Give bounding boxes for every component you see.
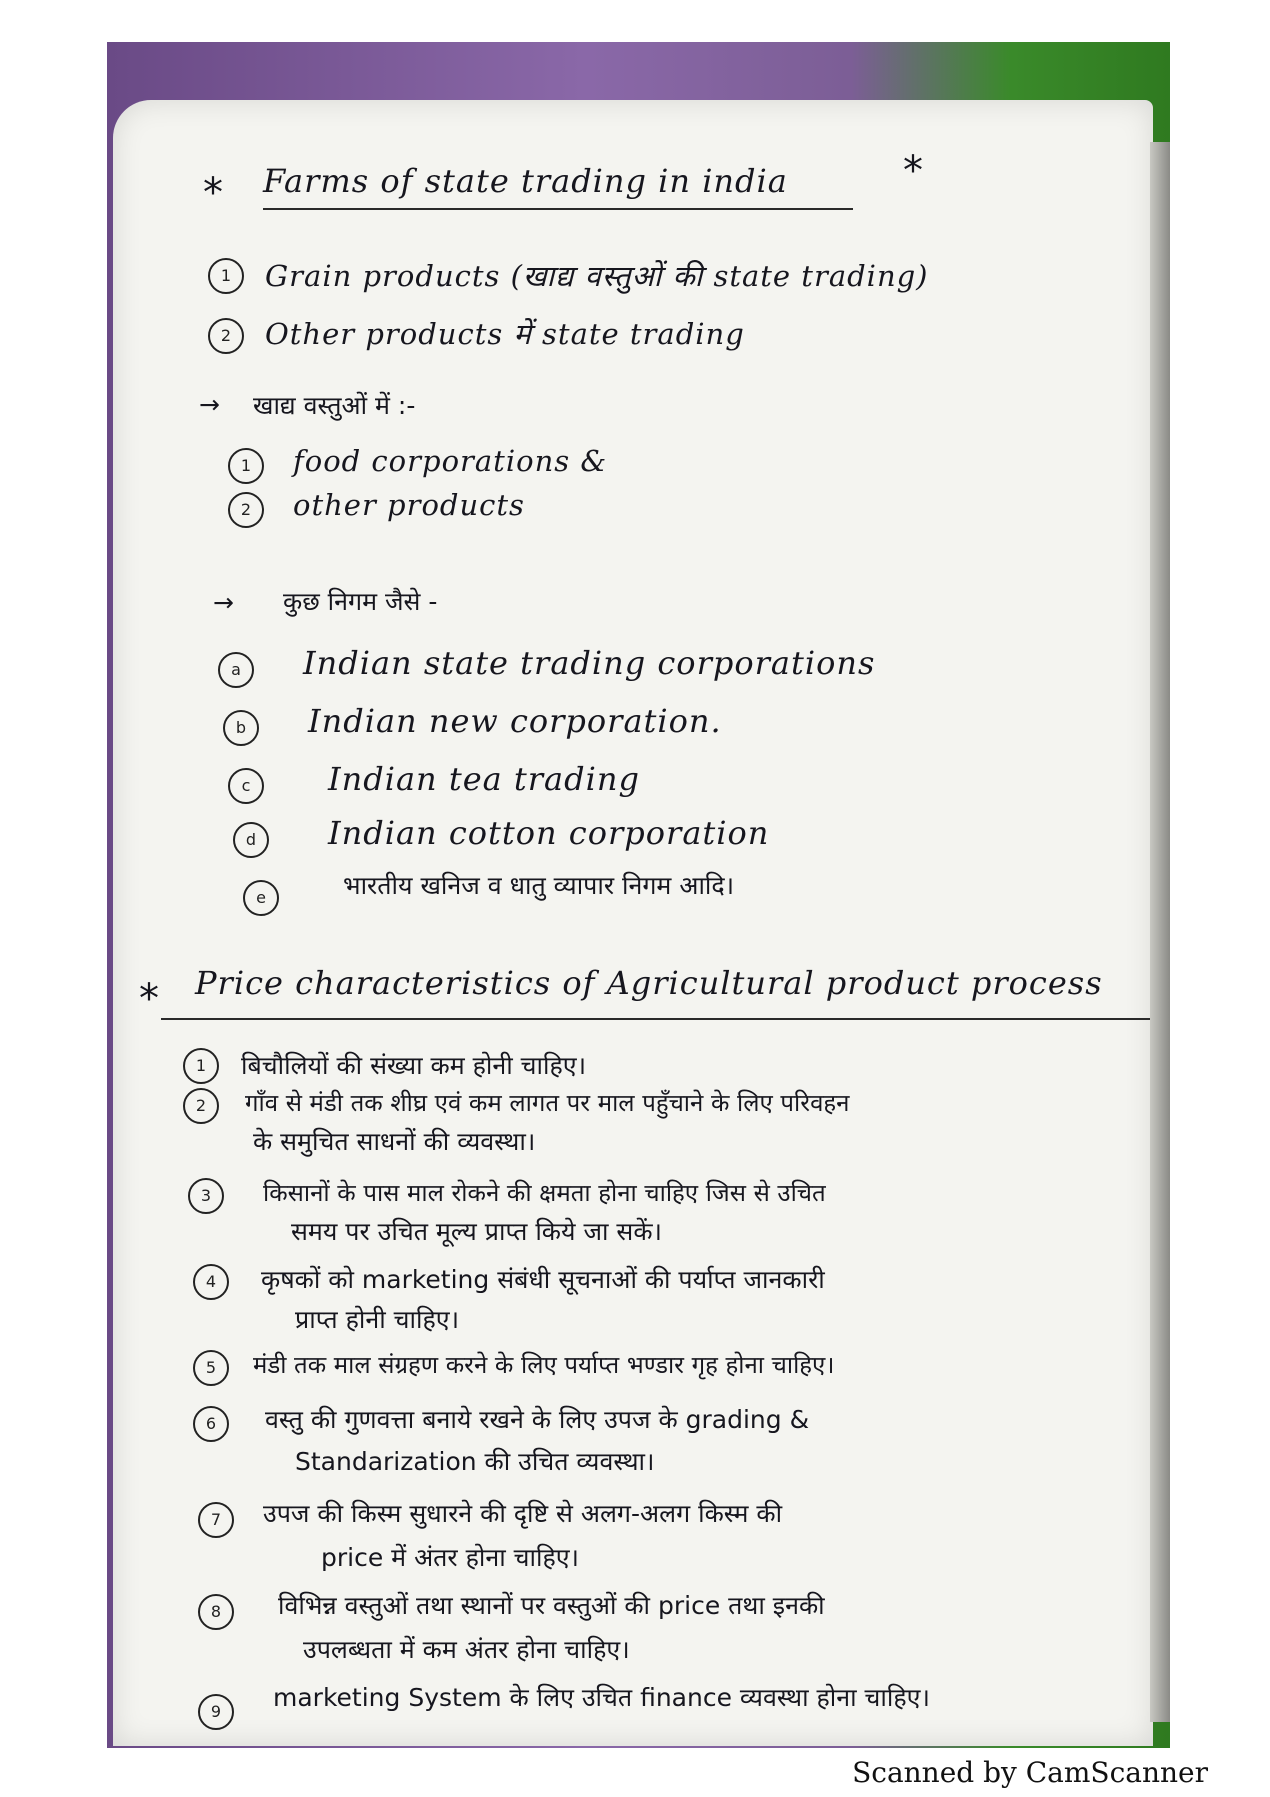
list2-line: मंडी तक माल संग्रहण करने के लिए पर्याप्त भण्डार गृह होना चाहिए।: [253, 1351, 835, 1379]
list2-line: marketing System के लिए उचित finance व्यवस्था होना चाहिए।: [273, 1683, 930, 1712]
list2-line: गाँव से मंडी तक शीघ्र एवं कम लागत पर माल पहुँचाने के लिए परिवहन: [245, 1089, 850, 1117]
notebook-spine: [1150, 142, 1170, 1722]
list2-marker: 3: [188, 1178, 224, 1214]
heading-1: Farms of state trading in india: [263, 162, 788, 200]
sub2-marker: b: [223, 710, 259, 746]
sub2-item: Indian new corporation.: [308, 702, 722, 740]
list2-line: प्राप्त होनी चाहिए।: [295, 1305, 460, 1334]
list2-line: price में अंतर होना चाहिए।: [321, 1543, 580, 1572]
heading-2-star: *: [139, 976, 159, 1022]
sub1-marker: 2: [228, 492, 264, 528]
list2-line: बिचौलियों की संख्या कम होनी चाहिए।: [241, 1051, 587, 1080]
sub2-marker: c: [228, 768, 264, 804]
list2-line: कृषकों को marketing संबंधी सूचनाओं की पर्याप्त जानकारी: [261, 1265, 825, 1294]
sub2-item: Indian cotton corporation: [328, 814, 770, 852]
sub1-title: खाद्य वस्तुओं में :-: [253, 391, 416, 420]
list2-line: किसानों के पास माल रोकने की क्षमता होना चाहिए जिस से उचित: [263, 1179, 826, 1207]
list2-marker: 9: [198, 1694, 234, 1730]
list2-marker: 6: [193, 1406, 229, 1442]
sub1-item: other products: [293, 488, 525, 522]
heading-2: Price characteristics of Agricultural product process: [195, 964, 1103, 1002]
list2-line: वस्तु की गुणवत्ता बनाये रखने के लिए उपज के grading &: [265, 1405, 810, 1434]
list1-marker: 1: [208, 258, 244, 294]
sub2-marker: e: [243, 880, 279, 916]
sub2-arrow: →: [213, 588, 234, 617]
heading-1-underline: [263, 208, 853, 210]
sub1-marker: 1: [228, 448, 264, 484]
list2-line: उपलब्धता में कम अंतर होना चाहिए।: [303, 1635, 630, 1664]
list2-marker: 7: [198, 1502, 234, 1538]
list2-line: Standarization की उचित व्यवस्था।: [295, 1447, 655, 1476]
sub1-arrow: →: [199, 390, 220, 419]
list2-line: समय पर उचित मूल्य प्राप्त किये जा सकें।: [291, 1217, 663, 1246]
list1-item: Other products में state trading: [265, 317, 745, 351]
list2-line: उपज की किस्म सुधारने की दृष्टि से अलग-अलग किस्म की: [263, 1499, 783, 1528]
sub2-item: Indian tea trading: [328, 760, 640, 798]
sub1-item: food corporations &: [293, 444, 608, 478]
sub2-item: Indian state trading corporations: [303, 644, 876, 682]
list2-line: विभिन्न वस्तुओं तथा स्थानों पर वस्तुओं की price तथा इनकी: [278, 1591, 825, 1620]
heading-star-left: *: [203, 170, 223, 216]
list2-marker: 8: [198, 1594, 234, 1630]
list2-line: के समुचित साधनों की व्यवस्था।: [253, 1127, 536, 1156]
list2-marker: 2: [183, 1088, 219, 1124]
sub2-item: भारतीय खनिज व धातु व्यापार निगम आदि।: [343, 871, 735, 900]
list1-marker: 2: [208, 318, 244, 354]
sub2-title: कुछ निगम जैसे -: [283, 587, 438, 616]
notebook-page: [113, 100, 1153, 1746]
scanned-photo: [107, 42, 1170, 1748]
list2-marker: 5: [193, 1350, 229, 1386]
camscanner-watermark: Scanned by CamScanner: [852, 1756, 1208, 1789]
heading-star-right: *: [903, 148, 923, 194]
heading-2-underline: [161, 1018, 1151, 1020]
list1-item: Grain products (खाद्य वस्तुओं की state trading): [265, 259, 929, 293]
sub2-marker: a: [218, 652, 254, 688]
sub2-marker: d: [233, 822, 269, 858]
list2-marker: 1: [183, 1048, 219, 1084]
list2-marker: 4: [193, 1264, 229, 1300]
